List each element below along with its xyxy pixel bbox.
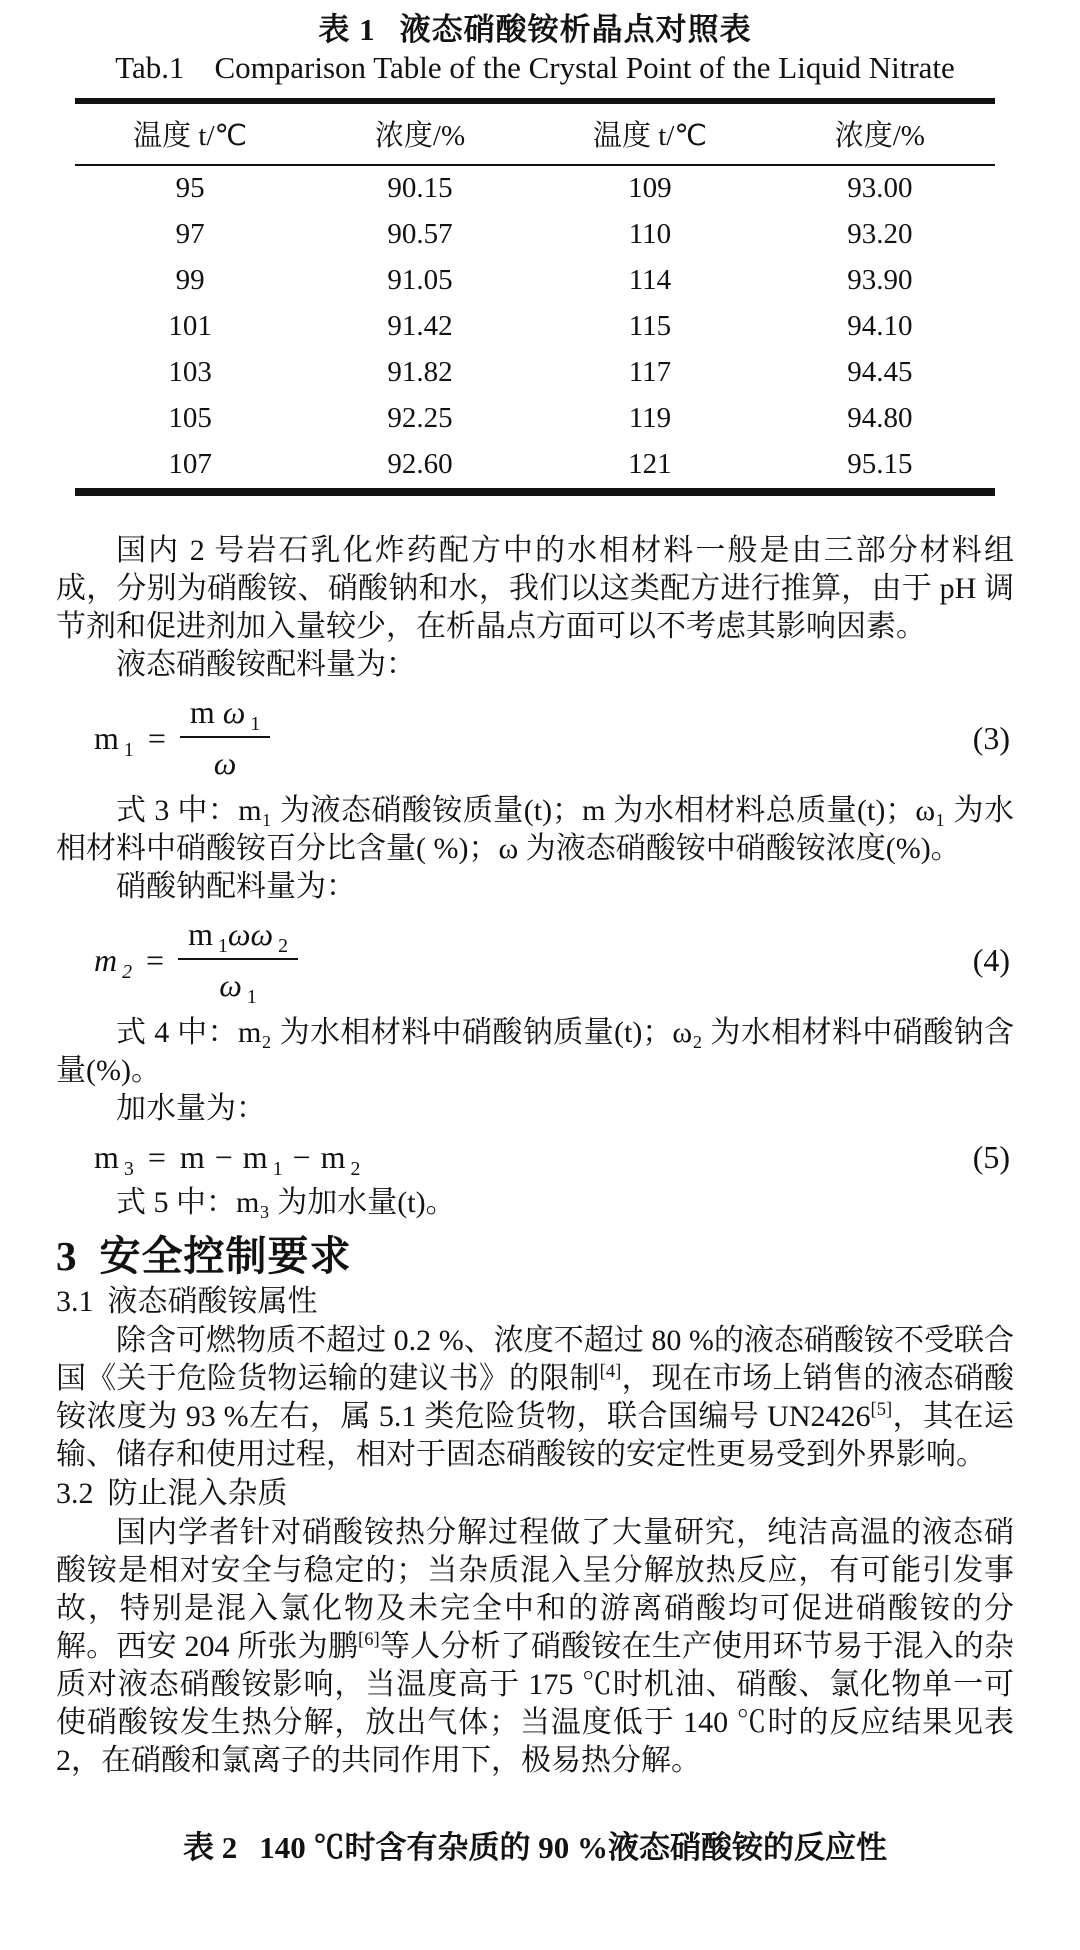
table-row xyxy=(75,212,995,258)
subsection-number: 3.1 xyxy=(56,1285,94,1318)
lead-formula-3: 液态硝酸铵配料量为： xyxy=(116,648,416,681)
column-header: 浓度/% xyxy=(374,120,466,152)
eq3-numerator: m ω $_1$ xyxy=(180,694,270,738)
lead-formula-5: 加水量为： xyxy=(116,1092,266,1125)
eq5-term-m: m xyxy=(179,1138,205,1175)
subsection-title: 液态硝酸铵属性 xyxy=(107,1285,318,1318)
reference-6: [6] xyxy=(358,1629,380,1650)
table1-caption-cn xyxy=(56,12,1014,48)
subsection-heading-3-2 xyxy=(56,1474,1014,1514)
column-header: 温度 t/℃ xyxy=(133,120,248,152)
reference-5: [5] xyxy=(870,1399,893,1420)
table-cell: 99 xyxy=(175,264,205,296)
eq4-denominator: ω $_1$ xyxy=(219,967,257,1009)
paragraph-formula-3: 式 3 中：m₁ 为液态硝酸铵质量(t)；m 为水相材料总质量(t)；ω₁ 为水相材料中硝酸铵百分比含量( %)；ω 为液态硝酸铵中硝酸铵浓度(%)。 xyxy=(56,794,1014,865)
table-cell: 121 xyxy=(628,448,672,480)
table1-caption-en-label: Tab.1 xyxy=(115,50,185,85)
eq5-minus-1: − xyxy=(214,1138,233,1175)
column-header: 浓度/% xyxy=(834,120,925,152)
table1-caption-en-title: Comparison Table of the Crystal Point of the Liquid Nitrate xyxy=(214,50,955,85)
table1-caption-en xyxy=(56,50,1014,86)
reference-4: [4] xyxy=(599,1361,622,1382)
table-cell: 93.90 xyxy=(847,264,913,296)
table-cell: 101 xyxy=(168,310,212,342)
eq5-term-m2: m $_2$ xyxy=(320,1138,361,1180)
table-header-row xyxy=(75,101,995,165)
eq5-lhs: m $_3$ xyxy=(94,1138,134,1180)
table-cell: 119 xyxy=(628,402,672,434)
table-cell: 90.57 xyxy=(387,218,453,250)
eq4-lhs: m $_2$ xyxy=(94,941,133,983)
paragraph-3-2: 国内学者针对硝酸铵热分解过程做了大量研究，纯洁高温的液态硝酸铵是相对安全与稳定的；当杂质混入呈分解放热反应，有可能引发事故，特别是混入氯化物及未完全中和的游离硝酸均可促进硝酸铵的分解。西安 204 所张为鹏[6]等人分析了硝酸铵在生产使用环节易于混入的杂质对液态硝酸铵影响，当温度高于 175 ℃时机油、硝酸、氯化物单一可使硝酸铵发生热分解，放出气体；当温度低于 140 ℃时的反应结果见表 2，在硝酸和氯离子的共同作用下，极易热分解。 xyxy=(56,1516,1015,1777)
table-cell: 110 xyxy=(628,218,672,250)
table2-caption xyxy=(56,1822,1014,1867)
table-row xyxy=(75,304,995,350)
table-cell: 95.15 xyxy=(847,448,913,480)
eq5-term-m1: m $_1$ xyxy=(242,1138,283,1180)
table-row xyxy=(75,442,995,492)
table-cell: 93.20 xyxy=(847,218,913,250)
eq4-fraction xyxy=(178,916,298,1009)
eq4-equals: = xyxy=(146,941,165,978)
section-heading-3 xyxy=(56,1230,1014,1282)
eq3-denominator: ω xyxy=(213,745,237,781)
equation-3 xyxy=(94,694,1014,782)
table-cell: 115 xyxy=(628,310,672,342)
equation-5 xyxy=(94,1134,1014,1180)
table-cell: 105 xyxy=(168,402,212,434)
paragraph-intro: 国内 2 号岩石乳化炸药配方中的水相材料一般是由三部分材料组成，分别为硝酸铵、硝酸钠和水，我们以这类配方进行推算，由于 pH 调节剂和促进剂加入量较少，在析晶点方面可以不考虑其影响因素。 xyxy=(56,534,1014,643)
table-cell: 114 xyxy=(628,264,672,296)
table-cell: 117 xyxy=(628,356,672,388)
table-body xyxy=(75,165,995,492)
table1-caption-cn-title: 液态硝酸铵析晶点对照表 xyxy=(399,12,752,47)
table-cell: 107 xyxy=(168,448,212,480)
table-cell: 91.05 xyxy=(387,264,453,296)
table-cell: 93.00 xyxy=(847,172,913,204)
subsection-number: 3.2 xyxy=(56,1477,94,1510)
table-cell: 91.82 xyxy=(387,356,453,388)
eq5-equals: = xyxy=(147,1138,166,1175)
paragraph-formula-4: 式 4 中：m₂ 为水相材料中硝酸钠质量(t)；ω₂ 为水相材料中硝酸钠含量(%)。 xyxy=(56,1016,1014,1087)
equation-4 xyxy=(94,916,1014,1009)
subsection-heading-3-1 xyxy=(56,1282,1014,1322)
table-cell: 91.42 xyxy=(387,310,453,342)
table-cell: 92.25 xyxy=(387,402,453,434)
table-cell: 94.45 xyxy=(847,356,913,388)
table-row xyxy=(75,165,995,212)
crystal-point-table xyxy=(75,98,995,496)
table2-caption-title: 140 ℃时含有杂质的 90 %液态硝酸铵的反应性 xyxy=(259,1830,887,1865)
lead-formula-4: 硝酸钠配料量为： xyxy=(116,870,356,903)
subsection-title: 防止混入杂质 xyxy=(107,1477,288,1510)
paragraph-3-1: 除含可燃物质不超过 0.2 %、浓度不超过 80 %的液态硝酸铵不受联合国《关于危险货物运输的建议书》的限制[4]，现在市场上销售的液态硝酸铵浓度为 93 %左右，属 5.1 类危险货物，联合国编号 UN2426[5]，其在运输、储存和使用过程，相对于固态硝酸铵的安定性更易受到外界影响。 xyxy=(56,1324,1015,1471)
table-cell: 109 xyxy=(628,172,672,204)
table-cell: 94.10 xyxy=(847,310,913,342)
paragraph-formula-5: 式 5 中：m₃ 为加水量(t)。 xyxy=(116,1186,456,1219)
table-cell: 103 xyxy=(168,356,212,388)
table-row xyxy=(75,258,995,304)
table-cell: 92.60 xyxy=(387,448,453,480)
table-cell: 95 xyxy=(175,172,205,204)
section-title: 安全控制要求 xyxy=(99,1233,352,1279)
table2-caption-label: 表 2 xyxy=(183,1830,238,1865)
table-cell: 94.80 xyxy=(847,402,913,434)
eq3-equals: = xyxy=(147,719,166,756)
section-number: 3 xyxy=(56,1233,78,1279)
table-cell: 97 xyxy=(175,218,205,250)
column-header: 温度 t/℃ xyxy=(592,120,707,152)
table-row xyxy=(75,396,995,442)
eq5-minus-2: − xyxy=(292,1138,311,1175)
equation-number-5: (5) xyxy=(972,1138,1010,1175)
equation-number-4: (4) xyxy=(972,941,1010,978)
table-header xyxy=(75,101,995,165)
equation-number-3: (3) xyxy=(972,719,1010,756)
table1-caption-cn-label: 表 1 xyxy=(318,12,376,47)
eq3-lhs: m $_1$ xyxy=(94,719,134,761)
table-row xyxy=(75,350,995,396)
eq4-numerator: m $_1$ωω $_2$ xyxy=(178,916,298,960)
eq3-fraction xyxy=(180,694,270,782)
table-cell: 90.15 xyxy=(387,172,453,204)
